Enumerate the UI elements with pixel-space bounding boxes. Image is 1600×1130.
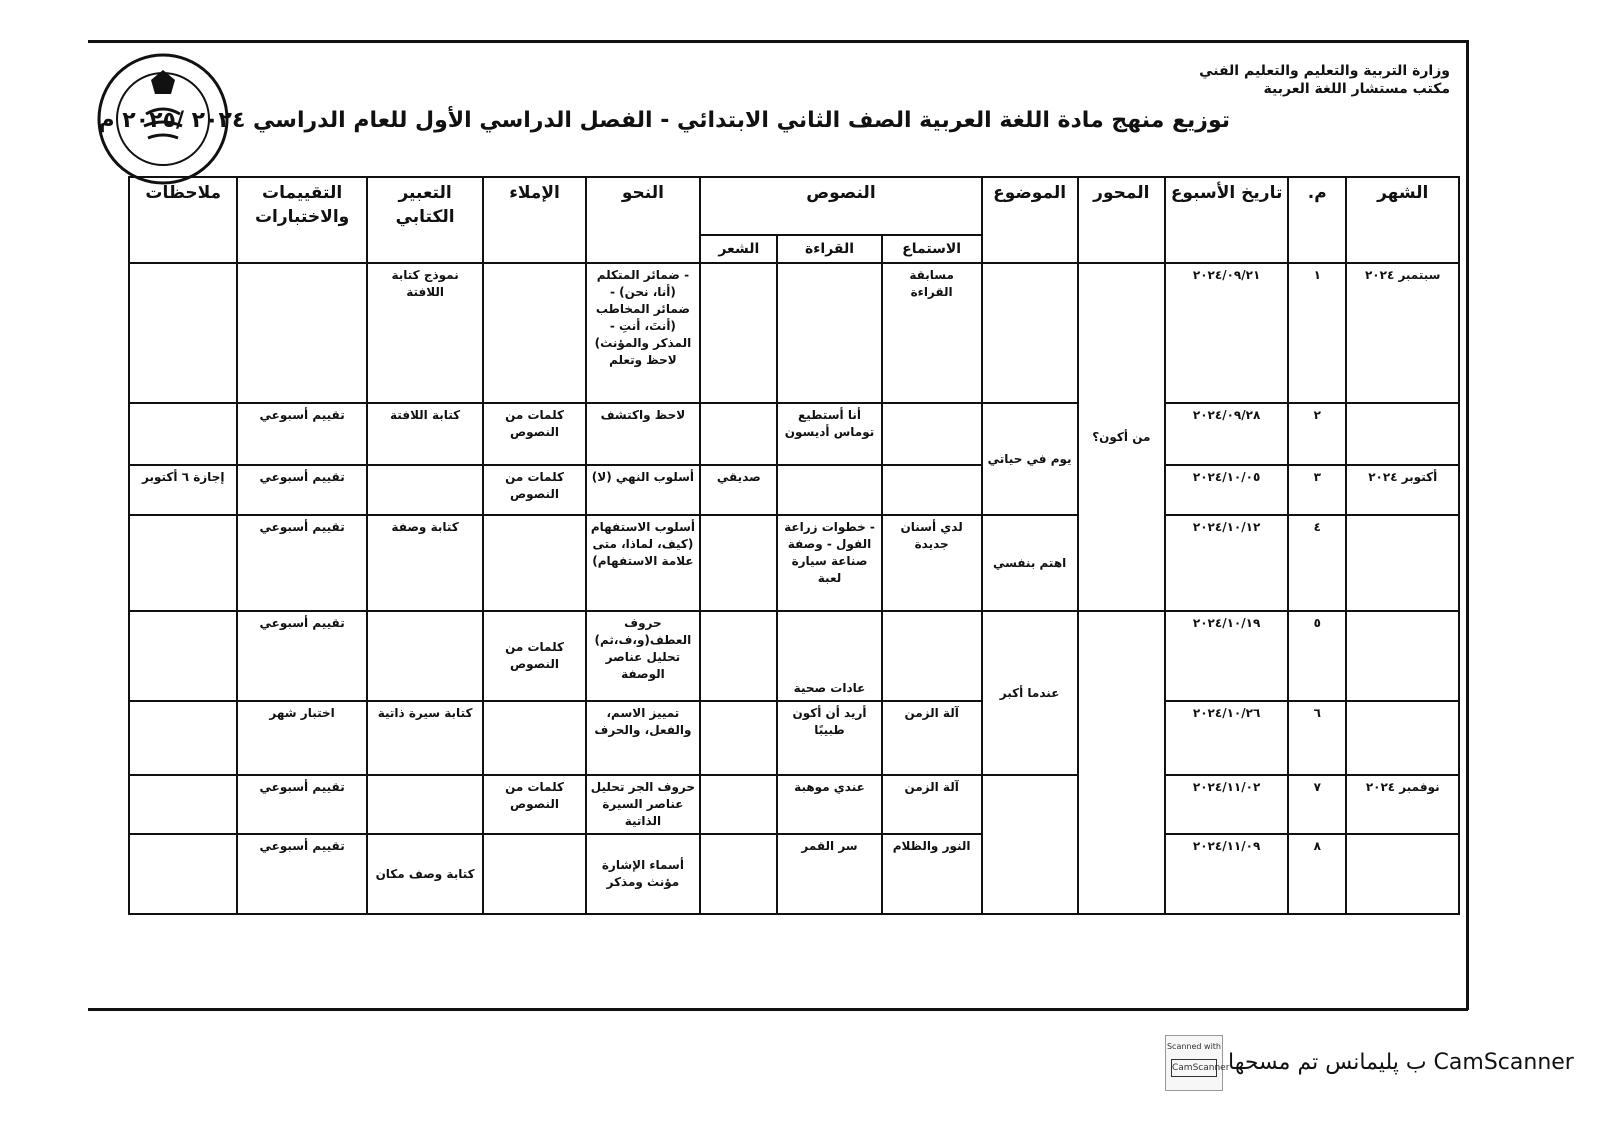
cell-date: ٢٠٢٤/١١/٠٢ [1165,775,1288,834]
header-index: م. [1288,177,1346,263]
cell-dictation: كلمات من النصوص [483,775,585,834]
header-assessments: التقييمات والاختبارات [237,177,366,263]
ministry-name: وزارة التربية والتعليم والتعليم الفني [1199,63,1450,79]
cell-listening: النور والظلام [882,834,982,914]
cell-month: سبتمبر ٢٠٢٤ [1346,263,1459,403]
cell-month [1346,403,1459,465]
header-month: الشهر [1346,177,1459,263]
cell-writing: كتابة وصف مكان [367,834,484,914]
ministry-header [1199,62,1450,98]
frame-top-border [88,40,1468,43]
camscanner-logo: CamScanner [1171,1059,1217,1077]
cell-index: ٧ [1288,775,1346,834]
cell-poetry [700,611,777,701]
cell-writing [367,465,484,515]
header-listening: الاستماع [882,235,982,263]
cell-reading: سر القمر [777,834,881,914]
cell-writing: نموذج كتابة اللافتة [367,263,484,403]
cell-assessment: تقييم أسبوعي [237,465,366,515]
cell-dictation [483,834,585,914]
cell-writing: كتابة وصفة [367,515,484,611]
header-notes: ملاحظات [129,177,237,263]
table-row [129,465,1459,515]
cell-notes [129,834,237,914]
cell-date: ٢٠٢٤/١٠/١٩ [1165,611,1288,701]
cell-listening [882,465,982,515]
cell-index: ٢ [1288,403,1346,465]
table-row [129,775,1459,834]
office-name: مكتب مستشار اللغة العربية [1263,81,1450,97]
cell-writing: كتابة اللافتة [367,403,484,465]
cell-grammar: - ضمائر المتكلم (أنا، نحن) - ضمائر المخاطب (أنتَ، أنتِ - المذكر والمؤنث) لاحظ وتعلم [586,263,701,403]
cell-assessment: اختبار شهر [237,701,366,775]
cell-index: ١ [1288,263,1346,403]
table-row [129,611,1459,701]
cell-poetry [700,515,777,611]
cell-grammar: أسماء الإشارة مؤنث ومذكر [586,834,701,914]
cell-index: ٦ [1288,701,1346,775]
header-poetry: الشعر [700,235,777,263]
cell-grammar: حروف الجر تحليل عناصر السيرة الذاتية [586,775,701,834]
cell-topic: عندما أكبر [982,611,1078,775]
table-row [129,515,1459,611]
cell-writing [367,775,484,834]
cell-dictation: كلمات من النصوص [483,611,585,701]
cell-poetry [700,263,777,403]
cell-notes [129,701,237,775]
cell-date: ٢٠٢٤/١٠/٠٥ [1165,465,1288,515]
header-dictation: الإملاء [483,177,585,263]
cell-index: ٨ [1288,834,1346,914]
cell-notes: إجازة ٦ أكتوبر [129,465,237,515]
cell-dictation [483,263,585,403]
camscanner-badge-caption: Scanned with [1166,1042,1222,1051]
document-title: توزيع منهج مادة اللغة العربية الصف الثاني الابتدائي - الفصل الدراسي الأول للعام الدراسي ٢٠٢٤ /٢٠٢٥ م [98,108,1230,133]
cell-axis-empty [1078,611,1166,914]
header-week-date: تاريخ الأسبوع [1165,177,1288,263]
cell-month [1346,834,1459,914]
cell-reading [777,263,881,403]
cell-topic-empty [982,263,1078,403]
cell-assessment [237,263,366,403]
cell-writing [367,611,484,701]
cell-index: ٤ [1288,515,1346,611]
curriculum-table [128,176,1460,915]
cell-notes [129,775,237,834]
cell-poetry [700,701,777,775]
cell-grammar: حروف العطف(و،ف،ثم) تحليل عناصر الوصفة [586,611,701,701]
cell-reading: أريد أن أكون طبيبًا [777,701,881,775]
cell-grammar: أسلوب الاستفهام (كيف، لماذا، متى علامة الاستفهام) [586,515,701,611]
cell-notes [129,611,237,701]
cell-grammar: لاحظ واكتشف [586,403,701,465]
header-writing: التعبير الكتابي [367,177,484,263]
cell-listening: مسابقة القراءة [882,263,982,403]
cell-topic: يوم في حياتي [982,403,1078,515]
header-grammar: النحو [586,177,701,263]
cell-assessment: تقييم أسبوعي [237,403,366,465]
table-row [129,403,1459,465]
cell-assessment: تقييم أسبوعي [237,611,366,701]
cell-listening [882,403,982,465]
cell-month [1346,515,1459,611]
cell-poetry [700,834,777,914]
cell-date: ٢٠٢٤/٠٩/٢١ [1165,263,1288,403]
cell-axis: من أكون؟ [1078,263,1166,611]
cell-reading: عندي موهبة [777,775,881,834]
cell-grammar: تمييز الاسم، والفعل، والحرف [586,701,701,775]
cell-notes [129,263,237,403]
header-axis: المحور [1078,177,1166,263]
cell-topic-empty [982,775,1078,914]
header-topic: الموضوع [982,177,1078,263]
cell-dictation [483,701,585,775]
cell-reading: - خطوات زراعة الفول - وصفة صناعة سيارة لعبة [777,515,881,611]
cell-dictation: كلمات من النصوص [483,403,585,465]
cell-topic: اهتم بنفسي [982,515,1078,611]
header-reading: القراءة [777,235,881,263]
cell-notes [129,515,237,611]
table-row [129,701,1459,775]
cell-date: ٢٠٢٤/١٠/٢٦ [1165,701,1288,775]
cell-poetry [700,403,777,465]
table-row [129,263,1459,403]
cell-listening: آلة الزمن [882,701,982,775]
cell-notes [129,403,237,465]
cell-writing: كتابة سيرة ذاتية [367,701,484,775]
cell-listening: آلة الزمن [882,775,982,834]
table-row [129,834,1459,914]
cell-assessment: تقييم أسبوعي [237,515,366,611]
cell-reading [777,465,881,515]
camscanner-badge [1165,1035,1230,1091]
cell-dictation: كلمات من النصوص [483,465,585,515]
cell-reading: عادات صحية [777,611,881,701]
cell-month [1346,611,1459,701]
camscanner-watermark-text: ب پليمانس تم مسحها CamScanner [1228,1050,1574,1075]
cell-date: ٢٠٢٤/١٠/١٢ [1165,515,1288,611]
cell-assessment: تقييم أسبوعي [237,775,366,834]
cell-poetry [700,775,777,834]
cell-month: نوفمبر ٢٠٢٤ [1346,775,1459,834]
cell-listening [882,611,982,701]
cell-assessment: تقييم أسبوعي [237,834,366,914]
cell-index: ٣ [1288,465,1346,515]
cell-month [1346,701,1459,775]
cell-date: ٢٠٢٤/١١/٠٩ [1165,834,1288,914]
frame-right-border [1466,40,1469,1010]
cell-grammar: أسلوب النهي (لا) [586,465,701,515]
header-texts: النصوص [700,177,981,235]
cell-index: ٥ [1288,611,1346,701]
cell-dictation [483,515,585,611]
frame-bottom-border [88,1008,1468,1011]
cell-date: ٢٠٢٤/٠٩/٢٨ [1165,403,1288,465]
cell-reading: أنا أستطيع توماس أديسون [777,403,881,465]
cell-poetry: صديقي [700,465,777,515]
cell-listening: لدي أسنان جديدة [882,515,982,611]
cell-month: أكتوبر ٢٠٢٤ [1346,465,1459,515]
